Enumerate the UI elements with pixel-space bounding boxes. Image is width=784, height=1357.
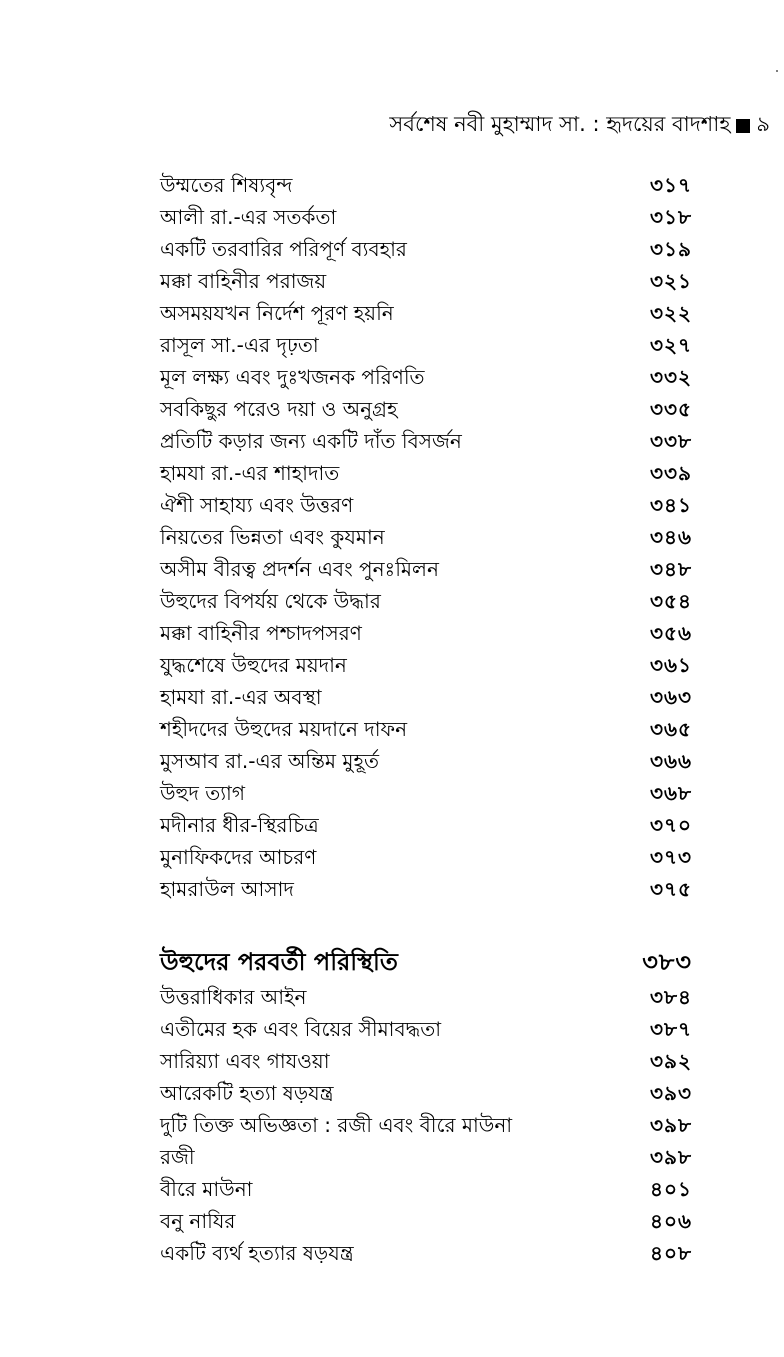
toc-entry-title: উহুদের বিপর্যয় থেকে উদ্ধার	[160, 588, 381, 613]
toc-entry-page: ৪০১	[650, 1176, 692, 1201]
toc-entry-title: মুনাফিকদের আচরণ	[160, 844, 317, 869]
toc-entry[interactable]	[160, 748, 692, 778]
toc-entry[interactable]	[160, 396, 692, 426]
toc-entry-page: ৩৫৪	[650, 588, 692, 613]
toc-entry[interactable]	[160, 812, 692, 842]
toc-entry[interactable]	[160, 652, 692, 682]
toc-entry-page: ৩৬৬	[649, 748, 692, 773]
toc-entry-title: রাসূল সা.-এর দৃঢ়তা	[160, 332, 319, 357]
toc-entry-title: শহীদদের উহুদের ময়দানে দাফন	[160, 716, 408, 741]
toc-entry-page: ৩৯৮	[650, 1144, 692, 1169]
toc-entry-title: প্রতিটি কড়ার জন্য একটি দাঁত বিসর্জন	[160, 428, 462, 453]
toc-entry-title: অসীম বীরত্ব প্রদর্শন এবং পুনঃমিলন	[160, 556, 439, 581]
toc-entry-page: ৪০৮	[650, 1240, 692, 1265]
toc-entry-page: ৩৮৪	[650, 984, 692, 1009]
toc-entry-title: একটি ব্যর্থ হত্যার ষড়যন্ত্র	[160, 1240, 354, 1265]
toc-entry[interactable]	[160, 364, 692, 394]
toc-entry-title: বনু নাযির	[160, 1208, 236, 1233]
toc-entry-title: উহুদ ত্যাগ	[160, 780, 245, 805]
toc-entry[interactable]	[160, 460, 692, 490]
toc-entry-page: ৩৪৬	[650, 524, 692, 549]
toc-entry-page: ৩৯৩	[650, 1080, 692, 1105]
toc-entry-title: উত্তরাধিকার আইন	[160, 984, 307, 1009]
toc-entry-page: ৩৭৫	[650, 876, 692, 901]
toc-entry[interactable]	[160, 984, 692, 1014]
toc-entry-page: ৩৭৩	[649, 844, 692, 869]
toc-entry[interactable]	[160, 620, 692, 650]
toc-entry-title: মক্কা বাহিনীর পশ্চাদপসরণ	[160, 620, 362, 645]
toc-entry-page: ৩২৭	[649, 332, 692, 357]
toc-entry-page: ৩১৭	[650, 172, 692, 197]
toc-entry[interactable]	[160, 172, 692, 202]
toc-entry[interactable]	[160, 236, 692, 266]
toc-entry-title: হামযা রা.-এর অবস্থা	[160, 684, 322, 709]
toc-entry[interactable]	[160, 492, 692, 522]
toc-section-heading[interactable]	[160, 946, 692, 982]
toc-entry-page: ৩৬৮	[650, 780, 692, 805]
toc-entry-page: ৩৩৫	[650, 396, 692, 421]
toc-entry-page: ৩৬১	[650, 652, 692, 677]
toc-entry-title: বীরে মাউনা	[160, 1176, 253, 1201]
toc-entry[interactable]	[160, 1048, 692, 1078]
toc-entry[interactable]	[160, 268, 692, 298]
toc-entry[interactable]	[160, 1208, 692, 1238]
toc-entry-page: ৩৪৮	[650, 556, 692, 581]
toc-entry-title: যুদ্ধশেষে উহুদের ময়দান	[160, 652, 347, 677]
toc-entry-page: ৩৬৫	[650, 716, 692, 741]
toc-entry[interactable]	[160, 204, 692, 234]
toc-entry-title: রজী	[160, 1144, 195, 1169]
toc-entry-title: একটি তরবারির পরিপূর্ণ ব্যবহার	[160, 236, 407, 261]
toc-entry[interactable]	[160, 780, 692, 810]
toc-entry-page: ৩৫৬	[650, 620, 692, 645]
toc-entry-title: আলী রা.-এর সতর্কতা	[160, 204, 337, 229]
toc-entry[interactable]	[160, 716, 692, 746]
toc-entry-page: ৩১৯	[650, 236, 692, 261]
toc-entry[interactable]	[160, 844, 692, 874]
toc-entry[interactable]	[160, 1112, 692, 1142]
toc-entry-page: ৪০৬	[650, 1208, 692, 1233]
toc-entry-page: ৩৯২	[650, 1048, 692, 1073]
toc-entry-page: ৩১৮	[650, 204, 692, 229]
toc-entry[interactable]	[160, 1176, 692, 1206]
toc-entry-title: মূল লক্ষ্য এবং দুঃখজনক পরিণতি	[160, 364, 425, 389]
toc-entry-title: সবকিছুর পরেও দয়া ও অনুগ্রহ	[160, 396, 398, 421]
running-header	[389, 108, 770, 143]
toc-entry[interactable]	[160, 524, 692, 554]
toc-entry-title: হামরাউল আসাদ	[160, 876, 294, 901]
toc-entry-page: ৩৯৮	[650, 1112, 692, 1137]
header-page-number: ৯	[756, 112, 770, 136]
toc-entry-title: ঐশী সাহায্য এবং উত্তরণ	[160, 492, 354, 517]
toc-entry-title: সারিয়্যা এবং গাযওয়া	[160, 1048, 330, 1073]
toc-entry-title: আরেকটি হত্যা ষড়যন্ত্র	[160, 1080, 334, 1105]
header-title: সর্বশেষ নবী মুহাম্মাদ সা. : হৃদয়ের বাদশাহ	[389, 112, 731, 136]
toc-entry-page: ৩২২	[649, 300, 692, 325]
toc-entry-title: মুসআব রা.-এর অন্তিম মুহূর্ত	[160, 748, 379, 773]
toc-entry-title: মক্কা বাহিনীর পরাজয়	[160, 268, 327, 293]
toc-entry[interactable]	[160, 1080, 692, 1110]
toc-entry-page: ৩৮৭	[650, 1016, 692, 1041]
section-title: উহুদের পরবর্তী পরিস্থিতি	[160, 948, 398, 976]
toc-entry-title: হামযা রা.-এর শাহাদাত	[160, 460, 340, 485]
toc-entry[interactable]	[160, 876, 692, 906]
toc-entry[interactable]	[160, 1144, 692, 1174]
toc-entry-title: এতীমের হক এবং বিয়ের সীমাবদ্ধতা	[160, 1016, 442, 1041]
toc-entry-title: দুটি তিক্ত অভিজ্ঞতা : রজী এবং বীরে মাউনা	[160, 1112, 513, 1137]
toc-entry[interactable]	[160, 1016, 692, 1046]
toc-entry[interactable]	[160, 684, 692, 714]
toc-entry-title: অসময়যখন নির্দেশ পূরণ হয়নি	[160, 300, 394, 325]
toc-entry[interactable]	[160, 1240, 692, 1270]
toc-entry[interactable]	[160, 300, 692, 330]
square-bullet-icon	[736, 119, 750, 133]
section-page: ৩৮৩	[642, 948, 692, 976]
toc-entry-title: মদীনার ধীর-স্থিরচিত্র	[160, 812, 319, 837]
toc-entry-page: ৩৩৯	[650, 460, 692, 485]
toc-entry-page: ৩৩২	[649, 364, 692, 389]
toc-entry-page: ৩৬৩	[649, 684, 692, 709]
toc-entry-title: উম্মতের শিষ্যবৃন্দ	[160, 172, 293, 197]
toc-entry[interactable]	[160, 428, 692, 458]
toc-entry-page: ৩৩৮	[650, 428, 692, 453]
toc-entry[interactable]	[160, 556, 692, 586]
scan-speck	[776, 70, 778, 72]
toc-entry-page: ৩২১	[650, 268, 692, 293]
toc-entry-title: নিয়তের ভিন্নতা এবং কুযমান	[160, 524, 385, 549]
toc-entry[interactable]	[160, 588, 692, 618]
toc-entry-page: ৩৭০	[649, 812, 692, 837]
toc-entry-page: ৩৪১	[650, 492, 692, 517]
toc-entry[interactable]	[160, 332, 692, 362]
